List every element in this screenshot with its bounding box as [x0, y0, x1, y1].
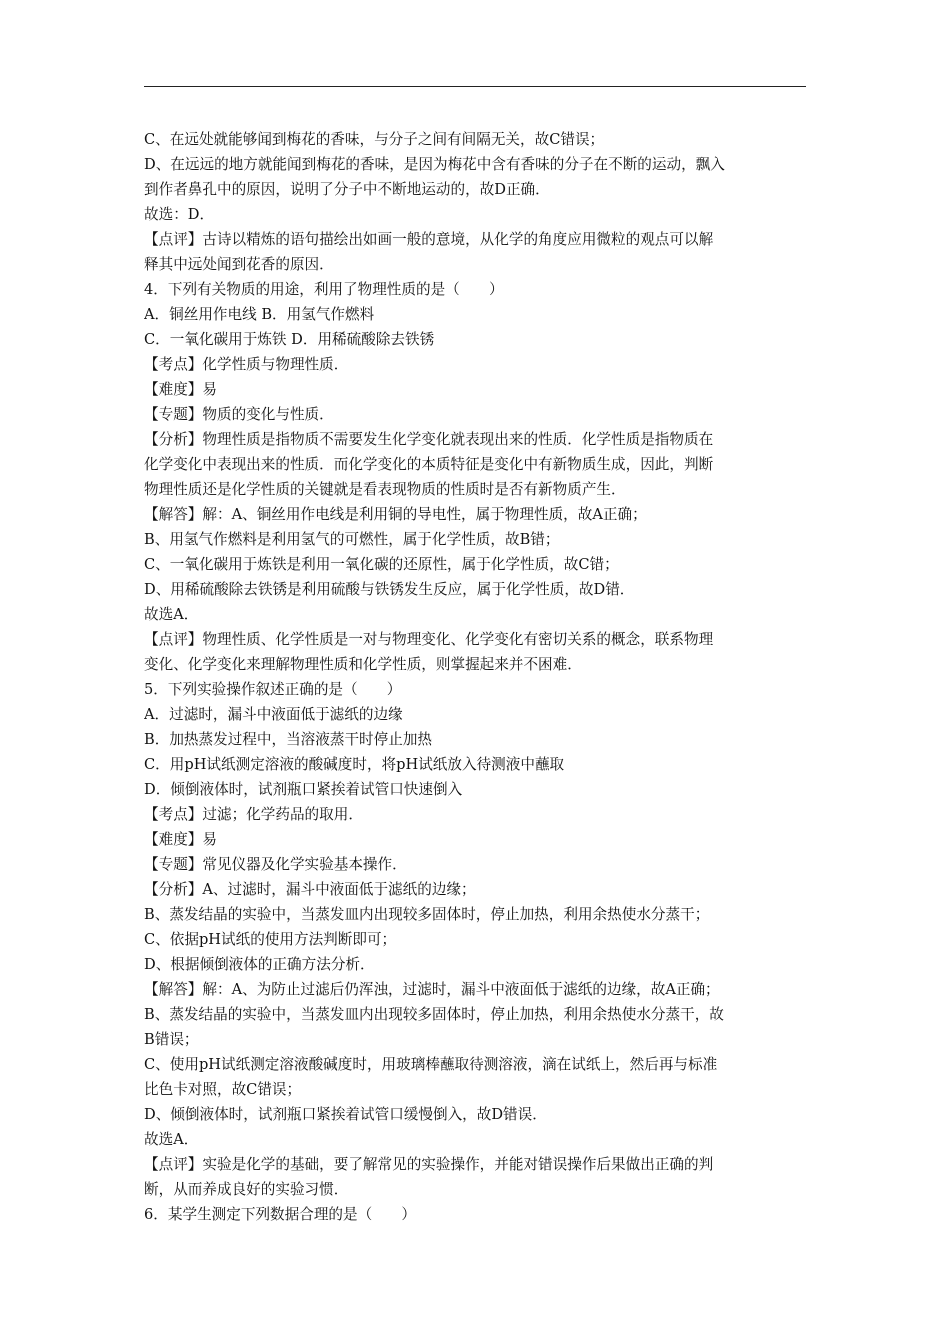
text-line: C．用pH试纸测定溶液的酸碱度时，将pH试纸放入待测液中蘸取 — [144, 756, 565, 773]
text-line: C、依据pH试纸的使用方法判断即可； — [144, 931, 397, 948]
text-line: D．倾倒液体时，试剂瓶口紧挨着试管口快速倒入 — [144, 781, 463, 798]
text-line: 变化、化学变化来理解物理性质和化学性质，则掌握起来并不困难． — [144, 656, 582, 673]
text-line: D、根据倾倒液体的正确方法分析． — [144, 956, 375, 973]
text-line: 化学变化中表现出来的性质．而化学变化的本质特征是变化中有新物质生成，因此，判断 — [144, 456, 714, 473]
text-line: B、用氢气作燃料是利用氢气的可燃性，属于化学性质，故B错； — [144, 531, 560, 548]
text-line: 释其中远处闻到花香的原因． — [144, 256, 334, 273]
text-line: 【点评】物理性质、化学性质是一对与物理变化、化学变化有密切关系的概念，联系物理 — [144, 631, 714, 648]
text-line: 【难度】易 — [144, 381, 217, 398]
text-line: C、一氧化碳用于炼铁是利用一氧化碳的还原性，属于化学性质，故C错； — [144, 556, 619, 573]
text-line: 【点评】古诗以精炼的语句描绘出如画一般的意境，从化学的角度应用微粒的观点可以解 — [144, 231, 714, 248]
text-line: 【解答】解：A、铜丝用作电线是利用铜的导电性，属于物理性质，故A正确； — [144, 506, 647, 523]
text-line: B、蒸发结晶的实验中，当蒸发皿内出现较多固体时，停止加热，利用余热使水分蒸干； — [144, 906, 710, 923]
text-line: 故选：D． — [144, 206, 215, 223]
text-line: 【考点】过滤；化学药品的取用． — [144, 806, 363, 823]
text-line: 比色卡对照，故C错误； — [144, 1081, 302, 1098]
text-line: 【专题】常见仪器及化学实验基本操作． — [144, 856, 407, 873]
text-line: A．过滤时，漏斗中液面低于滤纸的边缘 — [144, 706, 403, 723]
text-line: A．铜丝用作电线 B．用氢气作燃料 — [144, 306, 375, 323]
header-rule — [144, 86, 806, 87]
text-line: 故选A． — [144, 1131, 199, 1148]
text-line: 【点评】实验是化学的基础，要了解常见的实验操作，并能对错误操作后果做出正确的判 — [144, 1156, 714, 1173]
text-line: 断，从而养成良好的实验习惯． — [144, 1181, 349, 1198]
text-line: B、蒸发结晶的实验中，当蒸发皿内出现较多固体时，停止加热，利用余热使水分蒸干，故 — [144, 1006, 724, 1023]
text-line: 5．下列实验操作叙述正确的是（ ） — [144, 681, 402, 698]
text-line: 4．下列有关物质的用途，利用了物理性质的是（ ） — [144, 281, 504, 298]
text-line: D、在远远的地方就能闻到梅花的香味，是因为梅花中含有香味的分子在不断的运动，飘入 — [144, 156, 725, 173]
text-line: C．一氧化碳用于炼铁 D．用稀硫酸除去铁锈 — [144, 331, 435, 348]
text-line: 【分析】A、过滤时，漏斗中液面低于滤纸的边缘； — [144, 881, 476, 898]
text-line: 【解答】解：A、为防止过滤后仍浑浊，过滤时，漏斗中液面低于滤纸的边缘，故A正确； — [144, 981, 720, 998]
text-line: B错误； — [144, 1031, 199, 1048]
text-line: 【考点】化学性质与物理性质． — [144, 356, 349, 373]
text-line: 6．某学生测定下列数据合理的是（ ） — [144, 1206, 416, 1223]
text-line: 【分析】物理性质是指物质不需要发生化学变化就表现出来的性质．化学性质是指物质在 — [144, 431, 714, 448]
text-line: 到作者鼻孔中的原因，说明了分子中不断地运动的，故D正确． — [144, 181, 550, 198]
text-line: D、倾倒液体时，试剂瓶口紧挨着试管口缓慢倒入，故D错误． — [144, 1106, 547, 1123]
text-line: C、在远处就能够闻到梅花的香味，与分子之间有间隔无关，故C错误； — [144, 131, 605, 148]
text-line: B．加热蒸发过程中，当溶液蒸干时停止加热 — [144, 731, 433, 748]
text-line: 【专题】物质的变化与性质． — [144, 406, 334, 423]
text-line: C、使用pH试纸测定溶液酸碱度时，用玻璃棒蘸取待测溶液，滴在试纸上，然后再与标准 — [144, 1056, 718, 1073]
text-line: 故选A． — [144, 606, 199, 623]
text-line: D、用稀硫酸除去铁锈是利用硫酸与铁锈发生反应，属于化学性质，故D错． — [144, 581, 635, 598]
document-body — [144, 127, 812, 1227]
text-line: 物理性质还是化学性质的关键就是看表现物质的性质时是否有新物质产生． — [144, 481, 626, 498]
text-line: 【难度】易 — [144, 831, 217, 848]
